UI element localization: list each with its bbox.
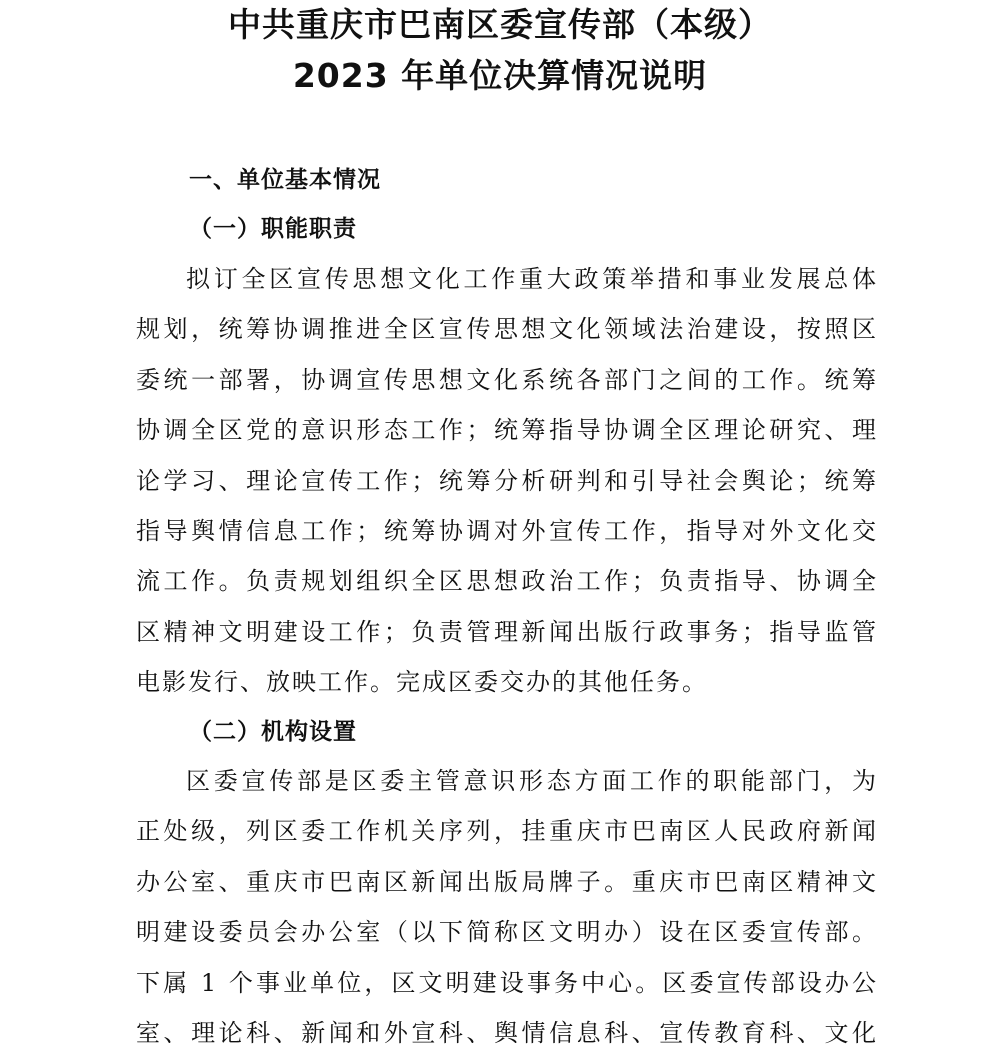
section-heading-basic-info: 一、单位基本情况	[189, 167, 381, 193]
paragraph-line: 下属 1 个事业单位，区文明建设事务中心。区委宣传部设办公	[136, 968, 878, 997]
paragraph-line: 规划，统筹协调推进全区宣传思想文化领域法治建设，按照区	[136, 315, 878, 344]
paragraph-functions	[136, 254, 878, 710]
subsection-heading-functions: （一）职能职责	[189, 215, 357, 242]
document-title-line-1: 中共重庆市巴南区委宣传部（本级）	[228, 5, 772, 44]
paragraph-line: 区精神文明建设工作；负责管理新闻出版行政事务；指导监管	[136, 617, 878, 646]
paragraph-line: 区委宣传部是区委主管意识形态方面工作的职能部门，为	[186, 767, 878, 795]
paragraph-organization	[136, 756, 878, 1058]
paragraph-line: 拟订全区宣传思想文化工作重大政策举措和事业发展总体	[186, 265, 878, 293]
paragraph-line: 办公室、重庆市巴南区新闻出版局牌子。重庆市巴南区精神文	[136, 867, 878, 896]
paragraph-line: 流工作。负责规划组织全区思想政治工作；负责指导、协调全	[136, 567, 878, 596]
paragraph-line: 正处级，列区委工作机关序列，挂重庆市巴南区人民政府新闻	[136, 817, 878, 846]
paragraph-line: 室、理论科、新闻和外宣科、舆情信息科、宣传教育科、文化	[136, 1019, 878, 1048]
document-title-line-2: 2023 年单位决算情况说明	[292, 56, 708, 95]
paragraph-line: 论学习、理论宣传工作；统筹分析研判和引导社会舆论；统筹	[136, 466, 878, 495]
paragraph-line: 明建设委员会办公室（以下简称区文明办）设在区委宣传部。	[136, 918, 878, 947]
paragraph-line: 电影发行、放映工作。完成区委交办的其他任务。	[136, 668, 708, 697]
paragraph-line: 指导舆情信息工作；统筹协调对外宣传工作，指导对外文化交	[136, 517, 878, 546]
paragraph-line: 委统一部署，协调宣传思想文化系统各部门之间的工作。统筹	[136, 365, 878, 394]
subsection-heading-organization: （二）机构设置	[189, 718, 357, 745]
paragraph-line: 协调全区党的意识形态工作；统筹指导协调全区理论研究、理	[136, 416, 878, 445]
